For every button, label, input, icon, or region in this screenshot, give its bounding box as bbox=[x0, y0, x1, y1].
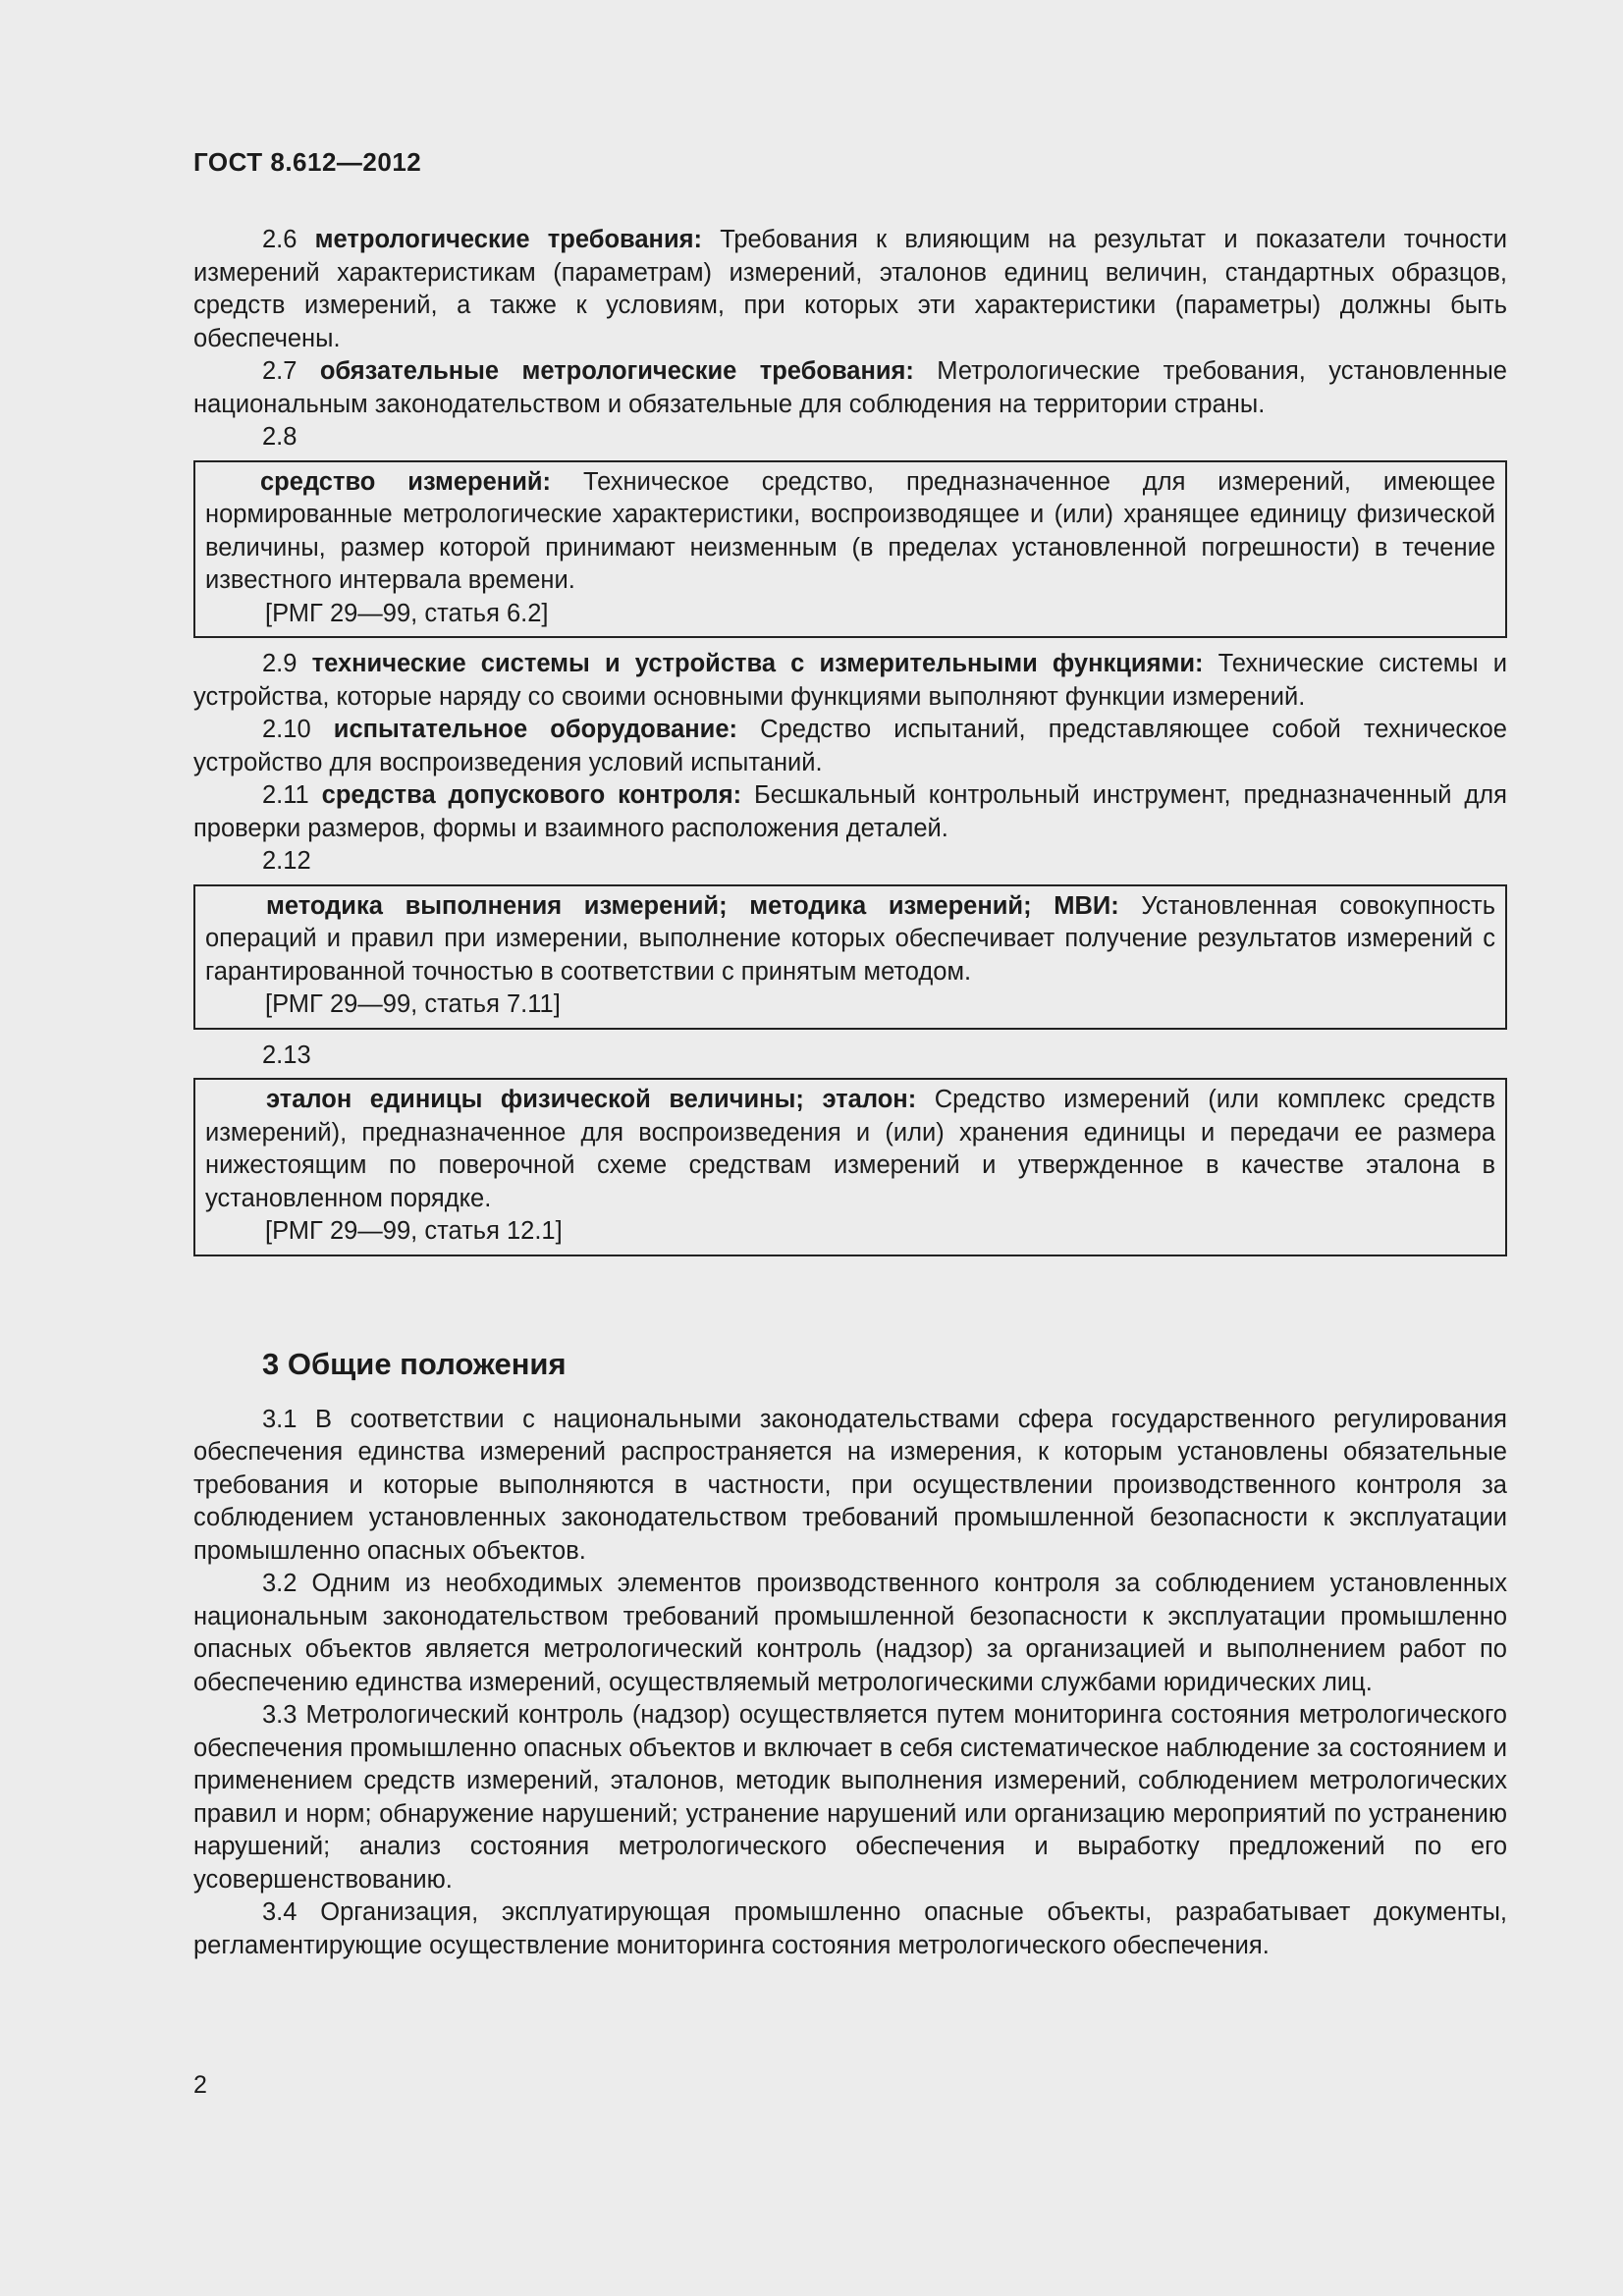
term-definition: Технические системы и устройства, которые наряду со своими основными функциями выполняют функции измерений. bbox=[193, 650, 1507, 711]
term-title: обязательные метрологические требования: bbox=[319, 357, 914, 385]
term-definition: Бесшкальный контрольный инструмент, предназначенный для проверки размеров, формы и взаимного расположения деталей. bbox=[193, 781, 1507, 842]
term-number: 2.10 bbox=[262, 716, 311, 743]
term-2-11 bbox=[193, 779, 1507, 845]
term-title: средства допускового контроля: bbox=[321, 781, 742, 809]
term-number: 2.7 bbox=[262, 357, 298, 385]
term-title: эталон единицы физической величины; эталон: bbox=[266, 1086, 917, 1113]
document-body bbox=[193, 224, 1507, 1962]
term-box-2-8 bbox=[193, 460, 1507, 639]
term-2-10 bbox=[193, 714, 1507, 779]
term-definition: Установленная совокупность операций и правил при измерении, выполнение которых обеспечивает получение результатов измерений с гарантированной точностью в соответствии с принятым методом. bbox=[205, 891, 1495, 986]
term-2-13 bbox=[205, 1084, 1495, 1215]
page-header: ГОСТ 8.612—2012 bbox=[193, 147, 422, 177]
term-title: средство измерений: bbox=[260, 467, 552, 496]
term-title: методика выполнения измерений; методика измерений; МВИ: bbox=[266, 891, 1119, 920]
term-box-2-13 bbox=[193, 1078, 1507, 1256]
term-definition: Техническое средство, предназначенное для измерений, имеющее нормированные метрологические характеристики, воспроизводящее и (или) хранящее единицу физической величины, размер которой принимают неизменным (в пределах установленной погрешности) в течение известного интервала времени. bbox=[205, 467, 1496, 594]
term-title: технические системы и устройства с измерительными функциями: bbox=[311, 650, 1204, 677]
term-number-2-8: 2.8 bbox=[262, 423, 298, 451]
page-number: 2 bbox=[193, 2071, 207, 2099]
term-2-9 bbox=[193, 648, 1507, 714]
term-definition: Метрологические требования, установленные национальным законодательством и обязательные для соблюдения на территории страны. bbox=[193, 357, 1507, 418]
term-number: 2.9 bbox=[262, 650, 298, 677]
term-title: метрологические требования: bbox=[314, 226, 702, 253]
section-3-title: 3 Общие положения bbox=[262, 1346, 567, 1381]
term-2-6 bbox=[193, 224, 1507, 355]
term-definition: Средство измерений (или комплекс средств измерений), предназначенное для воспроизведения и (или) хранения единицы и передачи ее размера нижестоящим по поверочной схеме средствам измерений и утвержденное в качестве эталона в установленном порядке. bbox=[205, 1086, 1496, 1212]
paragraph-3-1: 3.1 В соответствии с национальными законодательствами сфера государственного регулирования обеспечения единства измерений распространяется на измерения, к которым установлены обязательные требования и которые выполняются в частности, при осуществлении производственного контроля за соблюдением установленных законодательством требований промышленной безопасности к эксплуатации промышленно опасных объектов. bbox=[193, 1405, 1507, 1565]
term-reference: [РМГ 29—99, статья 12.1] bbox=[265, 1217, 563, 1245]
term-definition: Средство испытаний, представляющее собой техническое устройство для воспроизведения условий испытаний. bbox=[193, 716, 1507, 776]
term-2-8 bbox=[205, 466, 1495, 598]
paragraph-3-2: 3.2 Одним из необходимых элементов производственного контроля за соблюдением установленных национальным законодательством требований промышленной безопасности к эксплуатации промышленно опасных объектов является метрологический контроль (надзор) за организацией и выполнением работ по обеспечению единства измерений, осуществляемый метрологическими службами юридических лиц. bbox=[193, 1570, 1507, 1696]
term-number-2-13: 2.13 bbox=[262, 1041, 311, 1069]
paragraph-3-4: 3.4 Организация, эксплуатирующая промышленно опасные объекты, разрабатывает документы, регламентирующие осуществление мониторинга состояния метрологического обеспечения. bbox=[193, 1898, 1507, 1959]
term-number: 2.6 bbox=[262, 226, 298, 253]
paragraph-3-3: 3.3 Метрологический контроль (надзор) осуществляется путем мониторинга состояния метрологического обеспечения промышленно опасных объектов и включает в себя систематическое наблюдение за состоянием и применением средств измерений, эталонов, методик выполнения измерений, соблюдением метрологических правил и норм; обнаружение нарушений; устранение нарушений или организацию мероприятий по устранению нарушений; анализ состояния метрологического обеспечения и выработку предложений по его усовершенствованию. bbox=[193, 1701, 1507, 1894]
term-number: 2.11 bbox=[262, 781, 309, 809]
term-number-2-12: 2.12 bbox=[262, 847, 311, 875]
term-definition: Требования к влияющим на результат и показатели точности измерений характеристикам (параметрам) измерений, эталонов единиц величин, стандартных образцов, средств измерений, а также к условиям, при которых эти характеристики (параметры) должны быть обеспечены. bbox=[193, 226, 1507, 352]
term-title: испытательное оборудование: bbox=[333, 716, 738, 743]
term-reference: [РМГ 29—99, статья 7.11] bbox=[265, 990, 561, 1018]
term-reference: [РМГ 29—99, статья 6.2] bbox=[265, 599, 549, 627]
term-2-7 bbox=[193, 355, 1507, 421]
term-box-2-12 bbox=[193, 884, 1507, 1030]
term-2-12 bbox=[205, 890, 1495, 989]
